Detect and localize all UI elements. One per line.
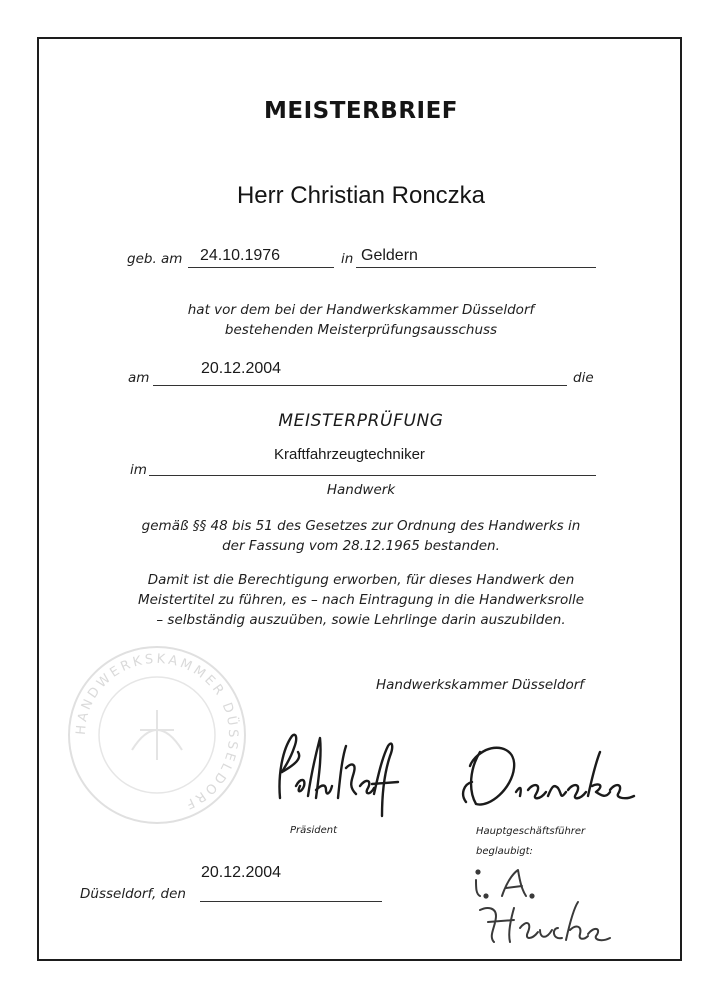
im-label: im: [130, 462, 147, 478]
managing-director-signature: [450, 738, 640, 818]
entitlement-line-1: Damit ist die Berechtigung erworben, für dieses Handwerk den: [147, 572, 575, 588]
birth-place-line: [356, 267, 596, 268]
trade-caption: Handwerk: [326, 482, 396, 498]
entitlement-line-3: – selbständig auszuüben, sowie Lehrlinge darin auszubilden.: [156, 612, 566, 628]
place-date-label: Düsseldorf, den: [80, 886, 186, 902]
in-label: in: [341, 251, 354, 267]
birth-place: Geldern: [361, 247, 418, 264]
die-label: die: [573, 370, 594, 386]
am-label: am: [128, 370, 150, 386]
trade-value: Kraftfahrzeugtechniker: [274, 446, 425, 463]
birth-date: 24.10.1976: [200, 247, 281, 264]
intro-line-1: hat vor dem bei der Handwerkskammer Düsseldorf: [187, 302, 535, 318]
embossed-seal: [62, 640, 252, 830]
legal-line-2: der Fassung vom 28.12.1965 bestanden.: [222, 538, 500, 554]
president-signature: [262, 728, 412, 824]
born-label: geb. am: [127, 251, 183, 267]
exam-date: 20.12.2004: [201, 360, 282, 377]
certified-label: beglaubigt:: [476, 846, 533, 857]
certificate-title: MEISTERBRIEF: [263, 98, 459, 124]
issue-date-line: [200, 901, 382, 902]
certifier-signature: [466, 866, 616, 956]
seal-text: HANDWERKSKAMMER DÜSSELDORF: [73, 651, 241, 813]
intro-line-2: bestehenden Meisterprüfungsausschuss: [224, 322, 498, 338]
issuer-name: Handwerkskammer Düsseldorf: [376, 677, 585, 693]
exam-date-line: [153, 385, 567, 386]
exam-title: MEISTERPRÜFUNG: [278, 411, 444, 431]
president-caption: Präsident: [290, 825, 338, 836]
managing-director-caption: Hauptgeschäftsführer: [476, 826, 586, 837]
legal-line-1: gemäß §§ 48 bis 51 des Gesetzes zur Ordnung des Handwerks in: [141, 518, 581, 534]
birth-date-line: [188, 267, 334, 268]
trade-line: [149, 475, 596, 476]
entitlement-line-2: Meistertitel zu führen, es – nach Eintragung in die Handwerksrolle: [137, 592, 585, 608]
issue-date: 20.12.2004: [201, 864, 282, 881]
recipient-name: Herr Christian Ronczka: [236, 182, 486, 209]
